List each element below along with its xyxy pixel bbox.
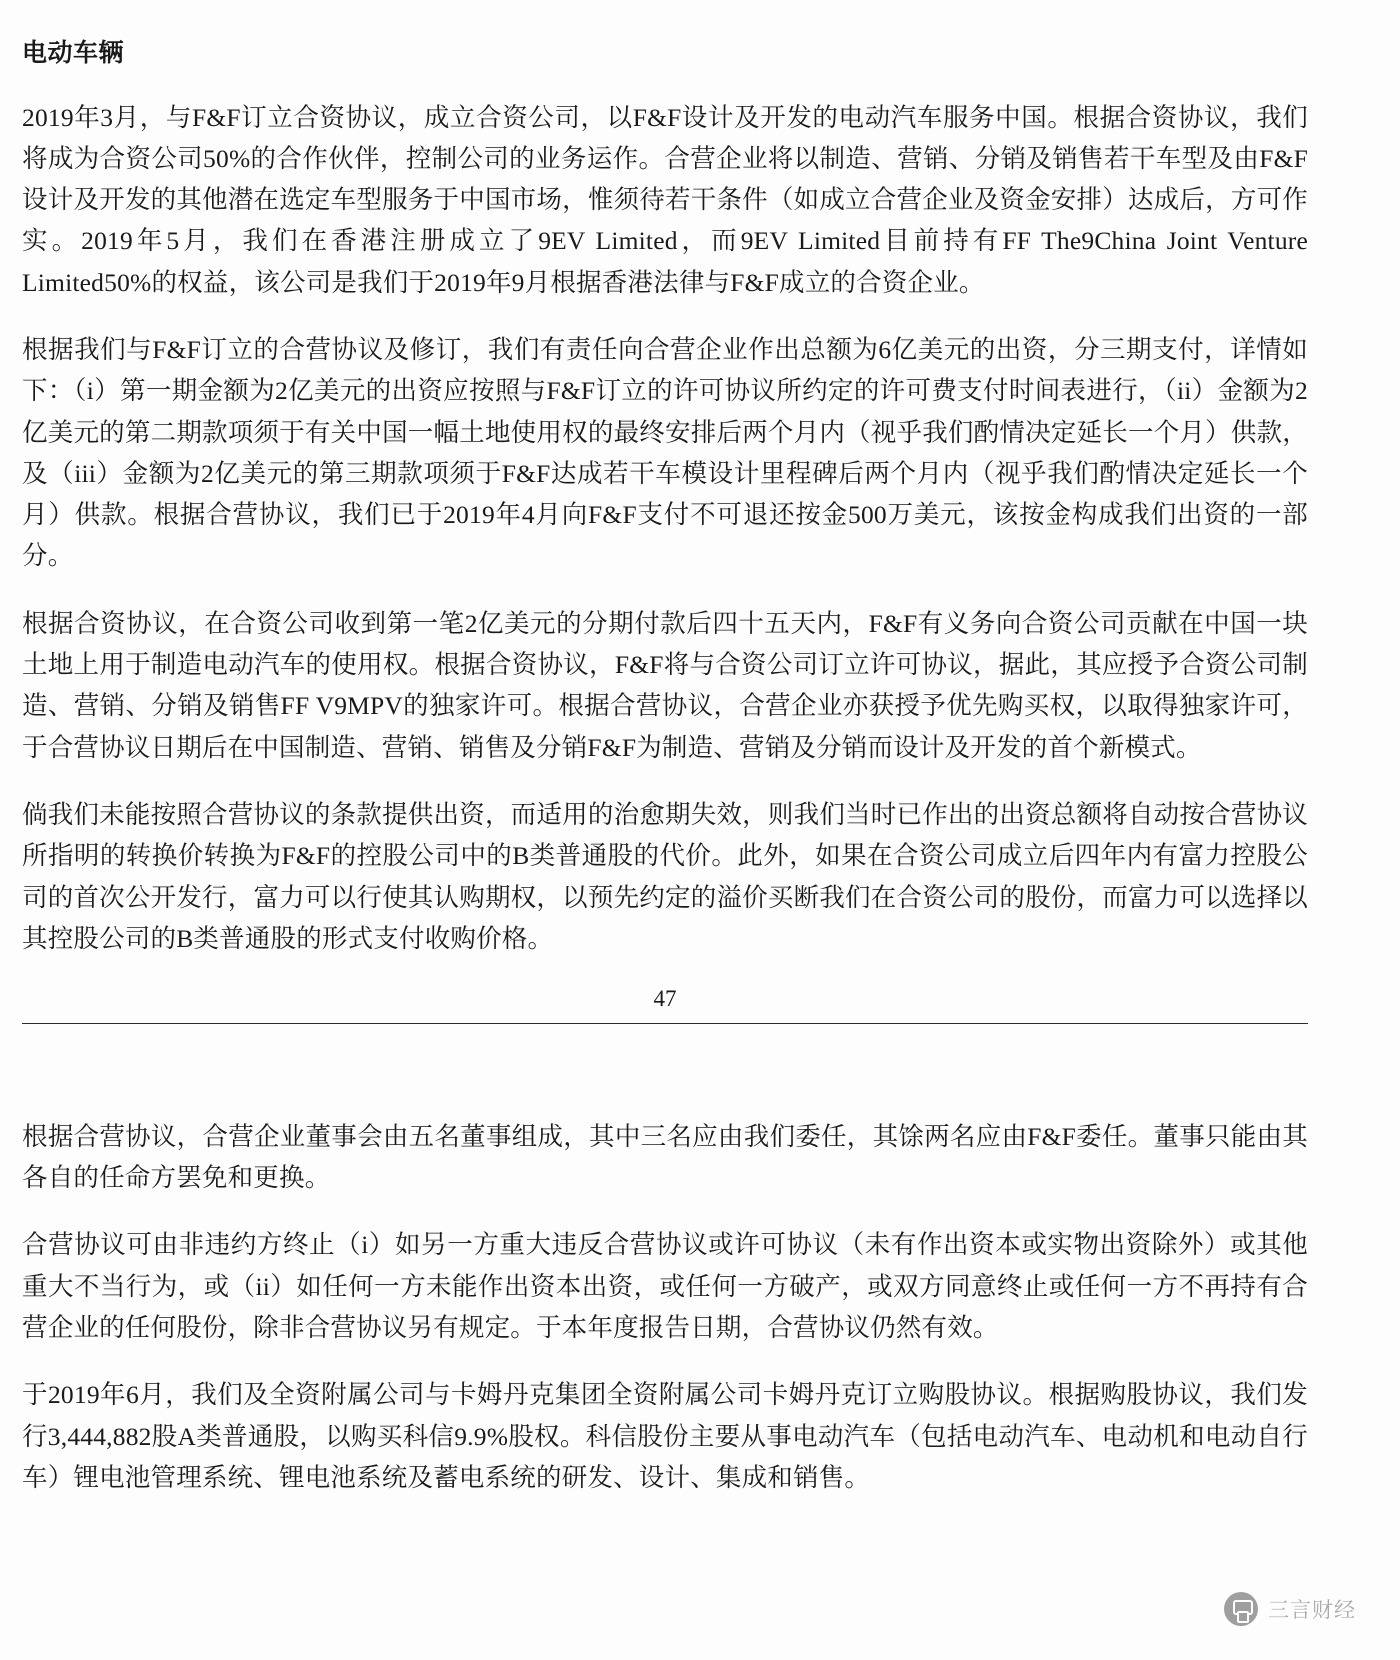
paragraph: 合营协议可由非违约方终止（i）如另一方重大违反合营协议或许可协议（未有作出资本或实物出资除外）或其他重大不当行为，或（ii）如任何一方未能作出资本出资，或任何一方破产，或双方同意终止或任何一方不再持有合营企业的任何股份，除非合营协议另有规定。于本年度报告日期，合营协议仍然有效。 [22,1230,1308,1342]
watermark [1224,1592,1356,1626]
section-title: 电动车辆 [22,40,125,67]
paragraph: 根据合资协议，在合资公司收到第一笔2亿美元的分期付款后四十五天内，F&F有义务向合资公司贡献在中国一块土地上用于制造电动汽车的使用权。根据合资协议，F&F将与合资公司订立许可协议，据此，其应授予合资公司制造、营销、分销及销售FF V9MPV的独家许可。根据合营协议，合营企业亦获授予优先购买权，以取得独家许可，于合营协议日期后在中国制造、营销、销售及分销F&F为制造、营销及分销而设计及开发的首个新模式。 [22,608,1308,762]
page-break-gap [22,1024,1308,1116]
paragraph: 根据合营协议，合营企业董事会由五名董事组成，其中三名应由我们委任，其馀两名应由F&F委任。董事只能由其各自的任命方罢免和更换。 [22,1121,1308,1193]
paragraph: 倘我们未能按照合营协议的条款提供出资，而适用的治愈期失效，则我们当时已作出的出资总额将自动按合营协议所指明的转换价转换为F&F的控股公司中的B类普通股的代价。此外，如果在合资公司成立后四年内有富力控股公司的首次公开发行，富力可以行使其认购期权，以预先约定的溢价买断我们在合资公司的股份，而富力可以选择以其控股公司的B类普通股的形式支付收购价格。 [22,799,1308,953]
paragraph: 于2019年6月，我们及全资附属公司与卡姆丹克集团全资附属公司卡姆丹克订立购股协议。根据购股协议，我们发行3,444,882股A类普通股，以购买科信9.9%股权。科信股份主要从事电动汽车（包括电动汽车、电动机和电动自行车）锂电池管理系统、锂电池系统及蓄电系统的研发、设计、集成和销售。 [22,1380,1308,1492]
watermark-label: 三言财经 [1268,1599,1356,1622]
camera-logo-icon [1224,1592,1258,1626]
page-number: 47 [653,986,677,1012]
page-footer [22,985,1308,1024]
paragraph: 2019年3月，与F&F订立合资协议，成立合资公司，以F&F设计及开发的电动汽车服务中国。根据合资协议，我们将成为合资公司50%的合作伙伴，控制公司的业务运作。合营企业将以制造、营销、分销及销售若干车型及由F&F设计及开发的其他潜在选定车型服务于中国市场，惟须待若干条件（如成立合营企业及资金安排）达成后，方可作实。2019年5月，我们在香港注册成立了9EV Limited，而9EV Limited目前持有FF The9China Joint Venture Limited50%的权益，该公司是我们于2019年9月根据香港法律与F&F成立的合资企业。 [22,102,1308,297]
paragraph: 根据我们与F&F订立的合营协议及修订，我们有责任向合营企业作出总额为6亿美元的出资，分三期支付，详情如下：（i）第一期金额为2亿美元的出资应按照与F&F订立的许可协议所约定的许可费支付时间表进行，（ii）金额为2亿美元的第二期款项须于有关中国一幅土地使用权的最终安排后两个月内（视乎我们酌情决定延长一个月）供款，及（iii）金额为2亿美元的第三期款项须于F&F达成若干车模设计里程碑后两个月内（视乎我们酌情决定延长一个月）供款。根据合营协议，我们已于2019年4月向F&F支付不可退还按金500万美元，该按金构成我们出资的一部分。 [22,334,1308,571]
